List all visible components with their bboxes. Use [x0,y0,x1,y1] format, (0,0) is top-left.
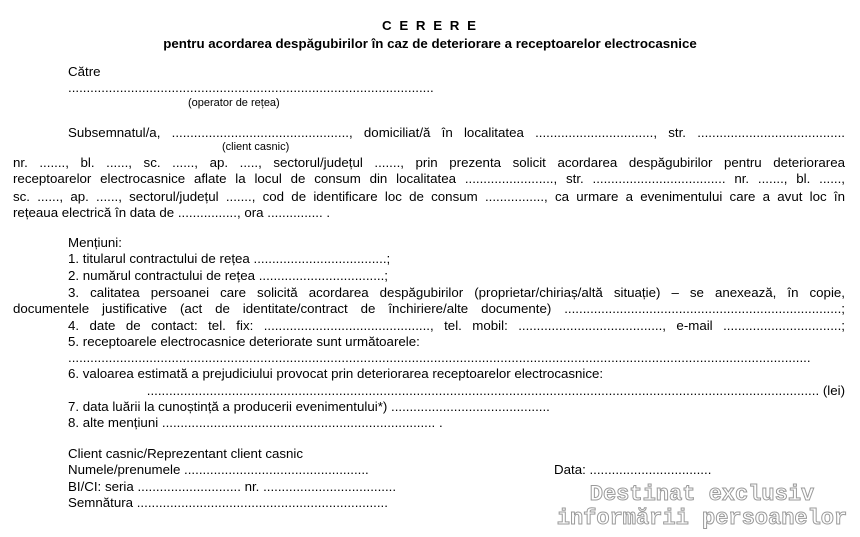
mention-8: 8. alte mențiuni .......................................................................... . [68,415,443,430]
signature-field: Semnătura .................................................................... [68,495,388,510]
consumption-place-line: receptoarelor electrocasnice aflate la locul de consum din localitatea ........................, str. .................................... nr. ......., bl. ......, [13,171,845,186]
mention-2: 2. numărul contractului de rețea ..................................; [68,268,388,283]
document-title: C E R E R E [382,18,478,33]
id-field: BI/CI: seria ............................ nr. .................................... [68,479,397,494]
event-date-line: rețeaua electrică în data de ................, ora ............... . [13,205,331,220]
recipient-label: Către [68,64,101,79]
recipient-field: ................................................................................................... [68,80,434,95]
mention-5: 5. receptoarele electrocasnice deteriorate sunt următoarele: [68,334,420,349]
mention-5-field: ......................................................................................................................................................................................................... [68,350,811,365]
mention-1: 1. titularul contractului de rețea ....................................; [68,251,391,266]
client-note: (client casnic) [222,141,290,153]
mention-7: 7. data luării la cunoștință a producerii evenimentului*) ........................................... [68,399,550,414]
watermark: Destinat exclusiv informării persoanelor [556,482,848,531]
signature-heading: Client casnic/Reprezentant client casnic [68,446,304,461]
mention-6: 6. valoarea estimată a prejudiciului provocat prin deteriorarea receptoarelor electrocasnice: [68,366,604,381]
mentions-heading: Mențiuni: [68,235,122,250]
mention-6-field: ...................................................................................................................................................................................... (lei) [146,383,845,398]
operator-note: (operator de rețea) [188,97,280,109]
address-line: nr. ......., bl. ......, sc. ......, ap. ....., sectorul/județul ......., prin prezenta solicit acordarea despăgubirilor pentru deteriorarea [13,155,845,170]
applicant-line: Subsemnatul/a, ................................................, domiciliat/ă în localitatea ................................, str. ........................................ [68,125,845,140]
mention-3: 3. calitatea persoanei care solicită acordarea despăgubirilor (proprietar/chiriaș/altă situație) – se anexează, în copie, [68,285,845,300]
name-field: Numele/prenumele .................................................. [68,462,369,477]
date-field: Data: ................................. [554,462,712,477]
document-subtitle: pentru acordarea despăgubirilor în caz de deteriorare a receptoarelor electrocasnice [163,36,697,51]
mention-3-cont: documentele justificative (act de identitate/contract de închiriere/alte documente) ...........................................................................; [13,301,845,316]
consumption-code-line: sc. ......, ap. ......, sectorul/județul ......., cod de identificare loc de consum ................, ca urmare a evenimentului care a avut loc în [13,189,845,204]
mention-4: 4. date de contact: tel. fix: ............................................., tel. mobil: ......................................., e-mail ................................; [68,318,845,333]
